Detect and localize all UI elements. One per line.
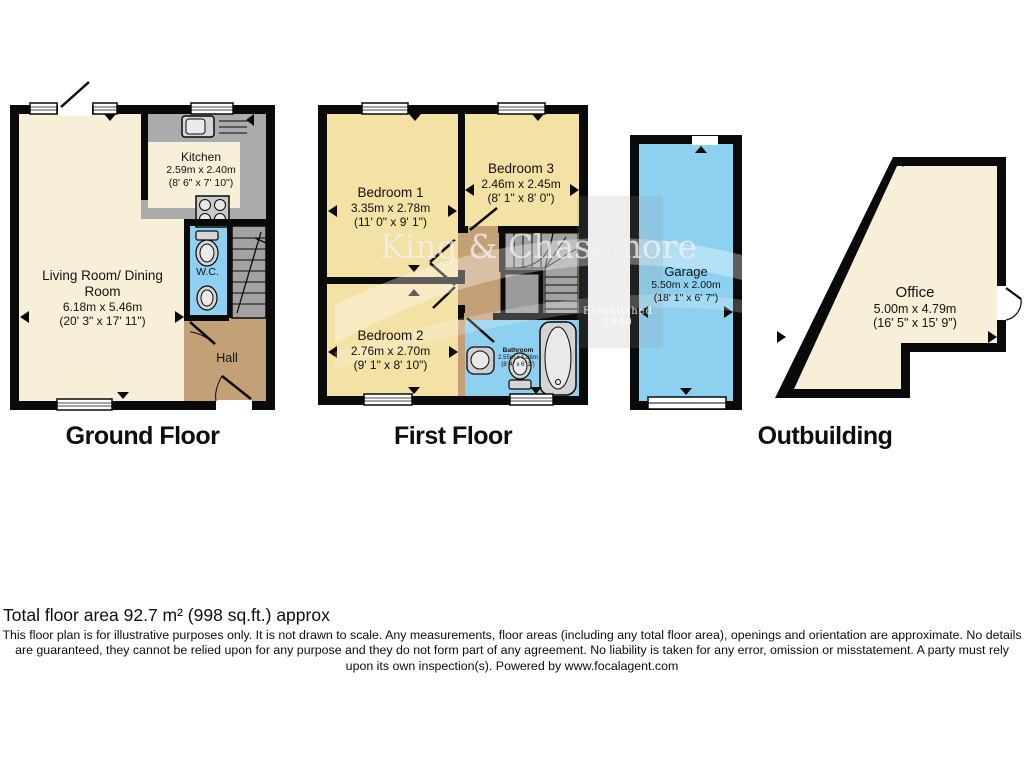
living-room-imperial: (20' 3" x 17' 11")	[59, 314, 146, 328]
bathroom-imperial: (8' 4" x 6' 1")	[501, 361, 535, 368]
kitchen-metric: 2.59m x 2.40m	[166, 164, 236, 177]
garage-door	[648, 397, 726, 409]
ground-floor-plan	[10, 82, 275, 410]
office-imperial: (16' 5" x 15' 9")	[873, 316, 957, 331]
wc-name: W.C.	[196, 266, 219, 278]
basin-icon-bathroom	[467, 347, 494, 374]
bedroom1-name: Bedroom 1	[357, 185, 424, 200]
office-door	[997, 286, 1021, 320]
office-metric: 5.00m x 4.79m	[873, 301, 957, 316]
bathroom-name: Bathroom	[502, 347, 534, 354]
bedroom2-metric: 2.76m x 2.70m	[350, 343, 431, 358]
toilet-icon-wc	[196, 231, 218, 266]
stairs-icon-ground	[232, 226, 266, 318]
bathtub-icon	[540, 322, 576, 395]
watermark-established: Established 1840	[582, 306, 654, 328]
kitchen-name: Kitchen	[180, 150, 222, 164]
hall-name: Hall	[216, 351, 238, 365]
garage-name: Garage	[664, 264, 708, 279]
bedroom1-imperial: (11' 0" x 9' 1")	[354, 215, 427, 230]
outbuilding-plan	[775, 157, 1021, 398]
toilet-icon-bathroom	[509, 353, 531, 389]
office-floor	[794, 166, 997, 389]
first-floor-title: First Floor	[393, 422, 513, 450]
kitchen-imperial: (8' 6" x 7' 10")	[168, 176, 234, 189]
office-name: Office	[895, 284, 935, 301]
disclaimer-text: This floor plan is for illustrative purposes only. It is not drawn to scale. Any measurements, floor areas (including any total floor area), openings and orientation are approximate. No details are guaranteed, they cannot be relied upon for any purpose and they do not form part of any agreement. No liability is taken for any error, omission or misstatement. A party must rely upon its own inspection(s). Powered by www.focalagent.com	[2, 628, 1022, 673]
garage-metric: 5.50m x 2.00m	[651, 279, 721, 292]
bedroom3-metric: 2.46m x 2.45m	[481, 176, 561, 191]
bedroom2-imperial: (9' 1" x 8' 10")	[353, 358, 428, 373]
garage-imperial: (18' 1" x 6' 7")	[653, 291, 719, 304]
door-leaf	[61, 82, 89, 107]
ground-floor-title: Ground Floor	[65, 422, 220, 450]
bedroom2-name: Bedroom 2	[357, 328, 424, 343]
total-floor-area: Total floor area 92.7 m² (998 sq.ft.) approx	[3, 605, 330, 625]
basin-icon-wc	[197, 286, 217, 310]
bedroom1-metric: 3.35m x 2.78m	[350, 200, 431, 215]
outbuilding-title: Outbuilding	[757, 422, 893, 450]
watermark-brand: King & Chasemore	[380, 227, 698, 266]
bedroom3-floor	[465, 114, 579, 226]
living-room-name: Living Room/ Dining Room	[42, 268, 163, 299]
front-entrance-door	[58, 82, 92, 116]
bedroom3-name: Bedroom 3	[487, 161, 555, 176]
bathroom-metric: 2.55m x 1.86m	[498, 354, 538, 361]
living-room-metric: 6.18m x 5.46m	[62, 299, 143, 314]
bedroom3-imperial: (8' 1" x 8' 0")	[487, 191, 555, 206]
garage-side-opening	[692, 136, 718, 145]
